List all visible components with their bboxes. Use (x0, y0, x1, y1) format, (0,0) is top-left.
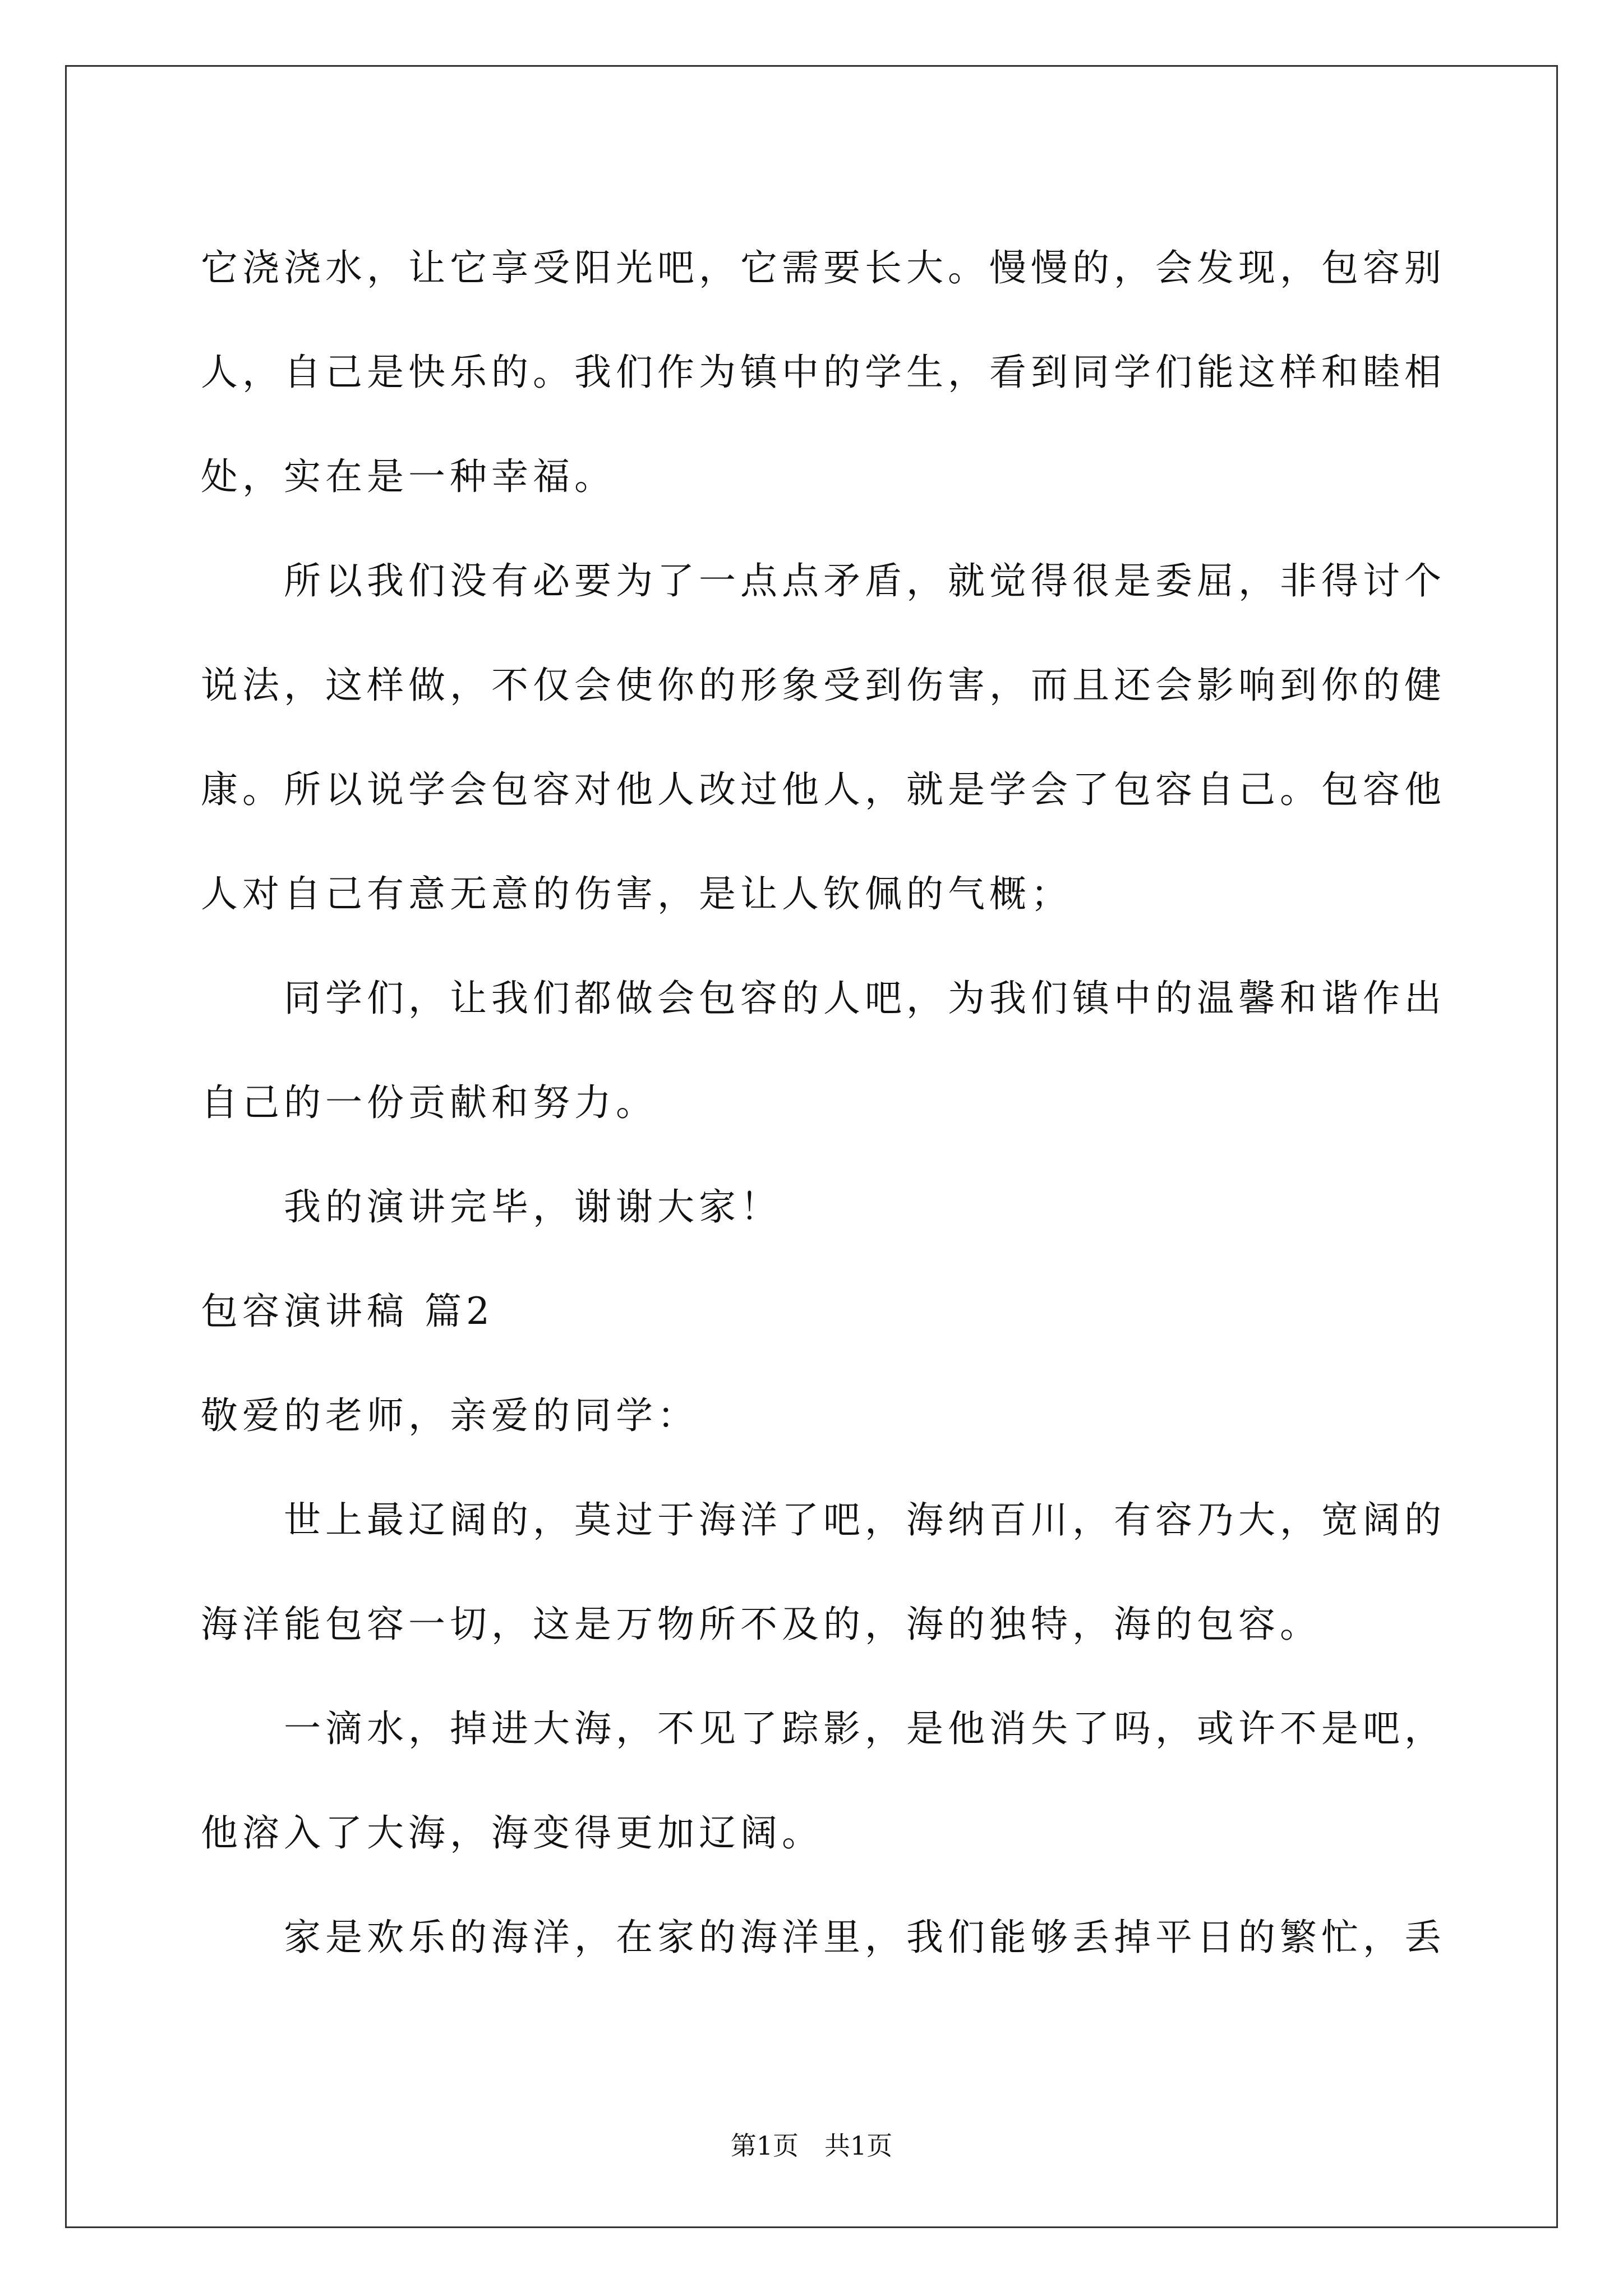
paragraph-start-line: 世上最辽阔的，莫过于海洋了吧，海纳百川，有容乃大，宽阔的 (284, 1498, 1446, 1542)
text-line: 海洋能包容一切，这是万物所不及的，海的独特，海的包容。 (201, 1603, 1321, 1646)
text-line: 康。所以说学会包容对他人改过他人，就是学会了包容自己。包容他 (201, 768, 1446, 811)
section-heading: 包容演讲稿 篇2 (201, 1290, 494, 1333)
text-line: 自己的一份贡献和努力。 (201, 1081, 657, 1124)
text-line: 人对自己有意无意的伤害，是让人钦佩的气概； (201, 872, 1072, 915)
paragraph-start-line: 家是欢乐的海洋，在家的海洋里，我们能够丢掉平日的繁忙，丢 (284, 1916, 1446, 1959)
text-line: 它浇浇水，让它享受阳光吧，它需要长大。慢慢的，会发现，包容别 (201, 246, 1446, 289)
text-line: 人，自己是快乐的。我们作为镇中的学生，看到同学们能这样和睦相 (201, 351, 1446, 394)
paragraph-start-line: 所以我们没有必要为了一点点矛盾，就觉得很是委屈，非得讨个 (284, 559, 1446, 602)
paragraph-start-line: 一滴水，掉进大海，不见了踪影，是他消失了吗，或许不是吧， (284, 1707, 1446, 1750)
text-line: 他溶入了大海，海变得更加辽阔。 (201, 1811, 823, 1855)
closing-line: 我的演讲完毕，谢谢大家！ (284, 1185, 782, 1228)
text-line: 说法，这样做，不仅会使你的形象受到伤害，而且还会影响到你的健 (201, 664, 1446, 707)
paragraph-start-line: 同学们，让我们都做会包容的人吧，为我们镇中的温馨和谐作出 (284, 977, 1446, 1020)
salutation: 敬爱的老师，亲爱的同学： (201, 1394, 699, 1437)
page-footer: 第1页 共1页 (730, 2131, 893, 2161)
document-body (201, 216, 1446, 1990)
text-line: 处，实在是一种幸福。 (201, 455, 616, 498)
